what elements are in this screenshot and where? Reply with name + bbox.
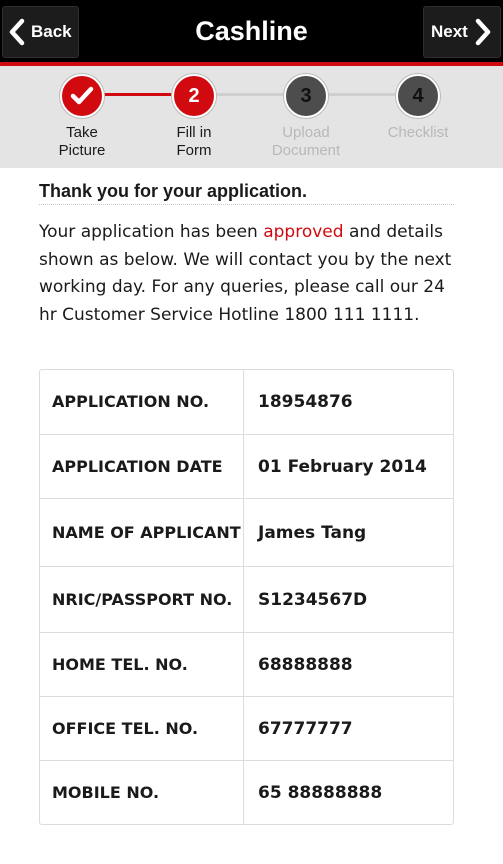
table-row bbox=[40, 696, 453, 760]
row-label: NRIC/PASSPORT NO. bbox=[40, 567, 244, 632]
table-row bbox=[40, 434, 453, 498]
step-circle-1 bbox=[60, 74, 104, 118]
row-label: APPLICATION DATE bbox=[40, 435, 244, 498]
app-header bbox=[0, 0, 503, 62]
step-checklist[interactable] bbox=[363, 74, 473, 142]
row-value: James Tang bbox=[258, 522, 367, 543]
row-label: MOBILE NO. bbox=[40, 761, 244, 824]
row-label: NAME OF APPLICANT bbox=[40, 499, 244, 566]
checkmark-icon bbox=[70, 86, 94, 106]
step-circle-2: 2 bbox=[172, 74, 216, 118]
confirmation-section bbox=[39, 178, 454, 329]
step-take-picture[interactable] bbox=[27, 74, 137, 160]
step-label-4: Checklist bbox=[387, 124, 449, 141]
back-button-label: Back bbox=[31, 22, 72, 41]
table-row bbox=[40, 632, 453, 696]
row-value: 65 88888888 bbox=[258, 782, 383, 803]
step-fill-in-form[interactable] bbox=[139, 74, 249, 160]
row-label: HOME TEL. NO. bbox=[40, 633, 244, 696]
row-value: 67777777 bbox=[258, 718, 353, 739]
step-circle-4: 4 bbox=[396, 74, 440, 118]
row-value: S1234567D bbox=[258, 589, 368, 610]
application-details-table bbox=[39, 369, 454, 825]
chevron-left-icon bbox=[9, 18, 25, 46]
row-label: OFFICE TEL. NO. bbox=[40, 697, 244, 760]
table-row bbox=[40, 370, 453, 434]
step-label-3: Upload Document bbox=[271, 124, 341, 159]
approved-status: approved bbox=[263, 222, 344, 242]
confirmation-heading: Thank you for your application. bbox=[39, 178, 454, 205]
page-title: Cashline bbox=[195, 16, 308, 46]
step-tracker bbox=[0, 66, 503, 168]
step-label-1: Take Picture bbox=[58, 124, 106, 159]
row-value: 68888888 bbox=[258, 654, 353, 675]
table-row bbox=[40, 566, 453, 632]
confirmation-message: Your application has been approved and details shown as below. We will contact you by the next working day. For any queries, please call our 24 hr Customer Service Hotline 1800 111 1111. bbox=[39, 222, 452, 325]
row-label: APPLICATION NO. bbox=[40, 370, 244, 434]
chevron-right-icon bbox=[475, 18, 491, 46]
table-row bbox=[40, 760, 453, 824]
back-button[interactable] bbox=[2, 6, 79, 58]
row-value: 18954876 bbox=[258, 392, 353, 412]
next-button-label: Next bbox=[431, 22, 468, 41]
row-value: 01 February 2014 bbox=[258, 456, 427, 477]
table-row bbox=[40, 498, 453, 566]
next-button[interactable] bbox=[423, 6, 501, 58]
step-circle-3: 3 bbox=[284, 74, 328, 118]
step-label-2: Fill in Form bbox=[176, 124, 212, 159]
step-upload-document[interactable] bbox=[251, 74, 361, 160]
